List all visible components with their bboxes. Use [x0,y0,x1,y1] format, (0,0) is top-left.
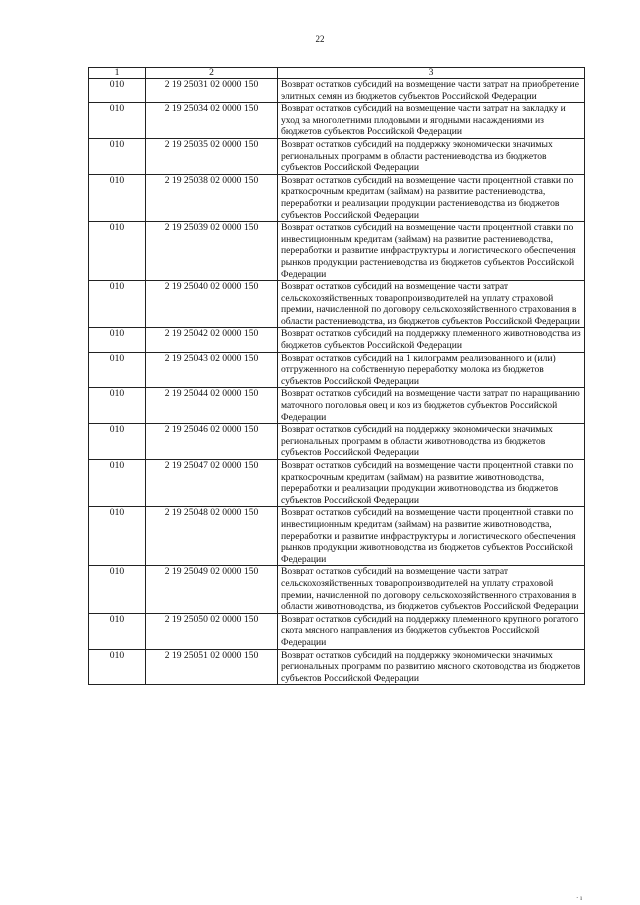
admin-code-cell: 010 [89,566,146,613]
admin-code-cell: 010 [89,328,146,352]
admin-code-cell: 010 [89,649,146,685]
table-row [89,138,585,174]
description-cell: Возврат остатков субсидий на поддержку экономически значимых региональных программ в области растениеводства из бюджетов субъектов Российской Федерации [278,138,585,174]
admin-code-cell: 010 [89,138,146,174]
budget-code-cell: 2 19 25051 02 0000 150 [146,649,278,685]
description-cell: Возврат остатков субсидий на возмещение части процентной ставки по инвестиционным кредитам (займам) на развитие растениеводства, переработки и развитие инфраструктуры и логистического обеспечения рынков продукции растениеводства из бюджетов субъектов Российской Федерации [278,222,585,281]
admin-code-cell: 010 [89,613,146,649]
description-cell: Возврат остатков субсидий на поддержку экономически значимых региональных программ в области животноводства из бюджетов субъектов Российской Федерации [278,424,585,460]
admin-code-cell: 010 [89,222,146,281]
table-row [89,613,585,649]
budget-code-cell: 2 19 25044 02 0000 150 [146,388,278,424]
admin-code-cell: 010 [89,174,146,221]
budget-code-cell: 2 19 25050 02 0000 150 [146,613,278,649]
table-header-row [89,68,585,79]
admin-code-cell: 010 [89,281,146,328]
budget-code-cell: 2 19 25040 02 0000 150 [146,281,278,328]
page-number: 22 [315,34,325,44]
description-cell: Возврат остатков субсидий на возмещение части затрат на закладку и уход за многолетними плодовыми и ягодными насаждениями из бюджетов субъектов Российской Федерации [278,103,585,139]
budget-code-cell: 2 19 25031 02 0000 150 [146,79,278,103]
description-cell: Возврат остатков субсидий на возмещение части затрат по наращиванию маточного поголовья овец и коз из бюджетов субъектов Российской Федерации [278,388,585,424]
table-row [89,424,585,460]
column-header-1: 1 [89,68,146,79]
admin-code-cell: 010 [89,507,146,566]
table-row [89,649,585,685]
table-row [89,328,585,352]
admin-code-cell: 010 [89,424,146,460]
budget-code-cell: 2 19 25038 02 0000 150 [146,174,278,221]
table-row [89,352,585,388]
budget-code-cell: 2 19 25049 02 0000 150 [146,566,278,613]
budget-code-cell: 2 19 25035 02 0000 150 [146,138,278,174]
budget-code-cell: 2 19 25043 02 0000 150 [146,352,278,388]
description-cell: Возврат остатков субсидий на возмещение части процентной ставки по инвестиционным кредитам (займам) на развитие животноводства, переработки и развитие инфраструктуры и логистического обеспечения рынков продукции животноводства из бюджетов субъектов Российской Федерации [278,507,585,566]
budget-code-cell: 2 19 25042 02 0000 150 [146,328,278,352]
table-row [89,281,585,328]
admin-code-cell: 010 [89,103,146,139]
table-row [89,388,585,424]
table-row [89,507,585,566]
budget-code-cell: 2 19 25039 02 0000 150 [146,222,278,281]
admin-code-cell: 010 [89,460,146,507]
description-cell: Возврат остатков субсидий на поддержку экономически значимых региональных программ по развитию мясного скотоводства из бюджетов субъектов Российской Федерации [278,649,585,685]
budget-code-cell: 2 19 25048 02 0000 150 [146,507,278,566]
budget-classification-table [88,67,585,685]
budget-code-cell: 2 19 25047 02 0000 150 [146,460,278,507]
table-row [89,103,585,139]
column-header-3: 3 [278,68,585,79]
column-header-2: 2 [146,68,278,79]
footer-mark: · ı [576,894,583,902]
description-cell: Возврат остатков субсидий на возмещение части процентной ставки по краткосрочным кредитам (займам) на развитие животноводства, переработки и реализации продукции животноводства из бюджетов субъектов Российской Федерации [278,460,585,507]
description-cell: Возврат остатков субсидий на возмещение части затрат сельскохозяйственных товаропроизводителей на уплату страховой премии, начисленной по договору сельскохозяйственного страхования в области животноводства, из бюджетов субъектов Российской Федерации [278,566,585,613]
description-cell: Возврат остатков субсидий на 1 килограмм реализованного и (или) отгруженного на собственную переработку молока из бюджетов субъектов Российской Федерации [278,352,585,388]
description-cell: Возврат остатков субсидий на возмещение части затрат сельскохозяйственных товаропроизводителей на уплату страховой премии, начисленной по договору сельскохозяйственного страхования в области растениеводства, из бюджетов субъектов Российской Федерации [278,281,585,328]
table-body [89,79,585,685]
description-cell: Возврат остатков субсидий на возмещение части процентной ставки по краткосрочным кредитам (займам) на развитие растениеводства, переработки и реализации продукции растениеводства из бюджетов субъектов Российской Федерации [278,174,585,221]
admin-code-cell: 010 [89,79,146,103]
admin-code-cell: 010 [89,388,146,424]
budget-code-cell: 2 19 25046 02 0000 150 [146,424,278,460]
budget-code-cell: 2 19 25034 02 0000 150 [146,103,278,139]
table-row [89,174,585,221]
description-cell: Возврат остатков субсидий на возмещение части затрат на приобретение элитных семян из бюджетов субъектов Российской Федерации [278,79,585,103]
table-row [89,222,585,281]
table-row [89,460,585,507]
table-row [89,79,585,103]
description-cell: Возврат остатков субсидий на поддержку племенного животноводства из бюджетов субъектов Российской Федерации [278,328,585,352]
table-row [89,566,585,613]
description-cell: Возврат остатков субсидий на поддержку племенного крупного рогатого скота мясного направления из бюджетов субъектов Российской Федерации [278,613,585,649]
admin-code-cell: 010 [89,352,146,388]
